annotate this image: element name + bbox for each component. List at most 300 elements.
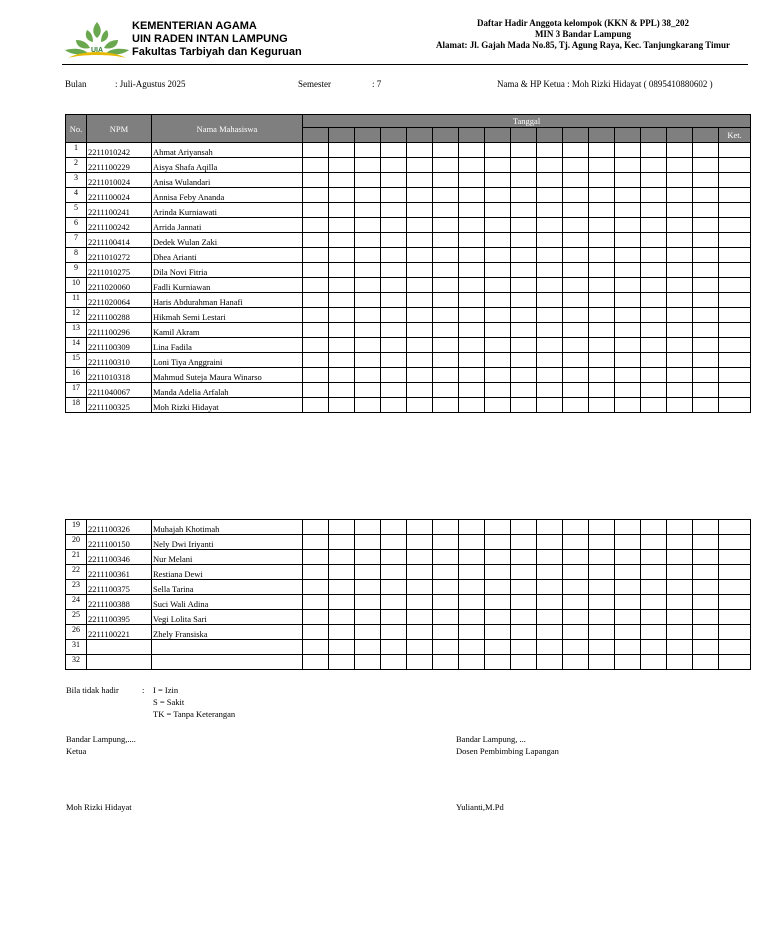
attendance-cell — [615, 550, 641, 565]
attendance-cell — [641, 188, 667, 203]
attendance-cell — [641, 625, 667, 640]
attendance-cell — [303, 368, 329, 383]
attendance-cell — [693, 535, 719, 550]
attendance-cell — [641, 580, 667, 595]
attendance-cell — [485, 203, 511, 218]
attendance-cell — [537, 368, 563, 383]
ket-cell — [719, 293, 751, 308]
attendance-cell — [381, 368, 407, 383]
row-npm: 2211100309 — [87, 338, 152, 353]
attendance-cell — [589, 398, 615, 413]
attendance-cell — [433, 535, 459, 550]
row-name: Dila Novi Fitria — [152, 263, 303, 278]
attendance-cell — [537, 173, 563, 188]
ket-cell — [719, 233, 751, 248]
attendance-cell — [511, 323, 537, 338]
attendance-cell — [667, 263, 693, 278]
document-title: Daftar Hadir Anggota kelompok (KKN & PPL) 38_202 — [477, 18, 689, 28]
row-npm: 2211100221 — [87, 625, 152, 640]
row-name: Fadli Kurniawan — [152, 278, 303, 293]
attendance-cell — [589, 203, 615, 218]
attendance-cell — [329, 655, 355, 670]
attendance-cell — [693, 308, 719, 323]
attendance-cell — [303, 218, 329, 233]
date-header-cell — [459, 128, 485, 143]
attendance-cell — [329, 595, 355, 610]
attendance-cell — [563, 308, 589, 323]
row-name: Dedek Wulan Zaki — [152, 233, 303, 248]
row-npm: 2211100150 — [87, 535, 152, 550]
attendance-cell — [693, 143, 719, 158]
attendance-cell — [537, 640, 563, 655]
attendance-cell — [641, 535, 667, 550]
attendance-cell — [667, 640, 693, 655]
attendance-cell — [355, 323, 381, 338]
attendance-cell — [537, 565, 563, 580]
table-row — [66, 353, 751, 368]
table-row — [66, 640, 751, 655]
attendance-cell — [485, 640, 511, 655]
attendance-cell — [485, 398, 511, 413]
attendance-cell — [381, 218, 407, 233]
date-header-cell — [615, 128, 641, 143]
row-npm — [87, 640, 152, 655]
attendance-cell — [589, 188, 615, 203]
table-row — [66, 398, 751, 413]
attendance-cell — [589, 550, 615, 565]
table-row — [66, 203, 751, 218]
attendance-cell — [459, 565, 485, 580]
attendance-cell — [667, 218, 693, 233]
attendance-cell — [511, 218, 537, 233]
row-npm: 2211010024 — [87, 173, 152, 188]
row-npm: 2211100346 — [87, 550, 152, 565]
attendance-cell — [537, 595, 563, 610]
row-name: Suci Wali Adina — [152, 595, 303, 610]
attendance-cell — [459, 278, 485, 293]
row-npm: 2211100288 — [87, 308, 152, 323]
logo-text: UIA — [90, 47, 104, 54]
attendance-cell — [485, 535, 511, 550]
row-name: Zhely Fransiska — [152, 625, 303, 640]
attendance-cell — [693, 248, 719, 263]
attendance-cell — [485, 610, 511, 625]
attendance-cell — [355, 368, 381, 383]
attendance-cell — [407, 278, 433, 293]
row-name: Arinda Kurniawati — [152, 203, 303, 218]
row-npm: 2211010275 — [87, 263, 152, 278]
attendance-cell — [615, 398, 641, 413]
signature-left-name: Moh Rizki Hidayat — [66, 802, 132, 812]
attendance-cell — [589, 323, 615, 338]
attendance-cell — [485, 278, 511, 293]
attendance-cell — [407, 308, 433, 323]
uin-logo-icon — [62, 20, 132, 64]
ket-cell — [719, 143, 751, 158]
attendance-cell — [485, 520, 511, 535]
attendance-cell — [407, 520, 433, 535]
attendance-cell — [381, 173, 407, 188]
row-number: 18 — [66, 398, 87, 413]
attendance-cell — [537, 535, 563, 550]
row-number: 6 — [66, 218, 87, 233]
attendance-cell — [459, 640, 485, 655]
attendance-cell — [407, 218, 433, 233]
attendance-cell — [589, 293, 615, 308]
attendance-cell — [355, 293, 381, 308]
row-number: 2 — [66, 158, 87, 173]
attendance-cell — [511, 368, 537, 383]
attendance-cell — [381, 263, 407, 278]
attendance-cell — [537, 263, 563, 278]
attendance-cell — [433, 293, 459, 308]
row-name: Kamil Akram — [152, 323, 303, 338]
attendance-cell — [537, 323, 563, 338]
row-name: Vegi Lolita Sari — [152, 610, 303, 625]
attendance-cell — [641, 278, 667, 293]
attendance-cell — [459, 308, 485, 323]
attendance-cell — [459, 353, 485, 368]
attendance-cell — [589, 565, 615, 580]
attendance-cell — [589, 158, 615, 173]
attendance-cell — [459, 398, 485, 413]
row-number: 24 — [66, 595, 87, 610]
attendance-cell — [407, 625, 433, 640]
attendance-cell — [511, 143, 537, 158]
attendance-cell — [381, 535, 407, 550]
attendance-cell — [407, 550, 433, 565]
attendance-cell — [485, 218, 511, 233]
bulan-value: : Juli-Agustus 2025 — [115, 79, 186, 89]
attendance-cell — [615, 338, 641, 353]
attendance-cell — [615, 173, 641, 188]
attendance-cell — [303, 233, 329, 248]
attendance-cell — [641, 293, 667, 308]
row-name: Nur Melani — [152, 550, 303, 565]
attendance-cell — [381, 233, 407, 248]
attendance-cell — [485, 383, 511, 398]
attendance-cell — [433, 565, 459, 580]
attendance-cell — [667, 595, 693, 610]
attendance-cell — [485, 625, 511, 640]
table-header — [66, 115, 751, 143]
attendance-cell — [303, 338, 329, 353]
attendance-cell — [693, 625, 719, 640]
attendance-cell — [667, 308, 693, 323]
ket-cell — [719, 353, 751, 368]
attendance-cell — [433, 158, 459, 173]
attendance-cell — [511, 353, 537, 368]
attendance-cell — [667, 368, 693, 383]
attendance-cell — [615, 383, 641, 398]
row-name — [152, 640, 303, 655]
attendance-cell — [485, 308, 511, 323]
attendance-cell — [459, 368, 485, 383]
attendance-cell — [511, 263, 537, 278]
row-name: Lina Fadila — [152, 338, 303, 353]
attendance-cell — [433, 278, 459, 293]
attendance-cell — [433, 203, 459, 218]
signature-right — [456, 733, 559, 757]
attendance-cell — [303, 580, 329, 595]
attendance-cell — [641, 353, 667, 368]
attendance-cell — [615, 640, 641, 655]
attendance-cell — [693, 550, 719, 565]
attendance-cell — [329, 278, 355, 293]
ket-cell — [719, 595, 751, 610]
attendance-cell — [589, 308, 615, 323]
attendance-cell — [563, 535, 589, 550]
attendance-cell — [433, 143, 459, 158]
ket-cell — [719, 308, 751, 323]
row-name: Nely Dwi Iriyanti — [152, 535, 303, 550]
attendance-cell — [433, 368, 459, 383]
attendance-cell — [511, 188, 537, 203]
attendance-cell — [433, 218, 459, 233]
attendance-cell — [563, 158, 589, 173]
attendance-cell — [563, 323, 589, 338]
attendance-cell — [355, 580, 381, 595]
attendance-cell — [303, 158, 329, 173]
attendance-cell — [537, 203, 563, 218]
attendance-cell — [641, 218, 667, 233]
ket-cell — [719, 550, 751, 565]
attendance-cell — [589, 610, 615, 625]
header-tanggal: Tanggal — [303, 115, 751, 128]
attendance-cell — [511, 248, 537, 263]
date-header-cell — [641, 128, 667, 143]
attendance-cell — [537, 580, 563, 595]
row-number: 17 — [66, 383, 87, 398]
date-header-cell — [329, 128, 355, 143]
attendance-cell — [407, 398, 433, 413]
row-name: Mahmud Suteja Maura Winarso — [152, 368, 303, 383]
attendance-cell — [537, 158, 563, 173]
attendance-cell — [563, 263, 589, 278]
attendance-cell — [407, 368, 433, 383]
ket-cell — [719, 655, 751, 670]
attendance-cell — [641, 565, 667, 580]
attendance-cell — [459, 338, 485, 353]
attendance-cell — [537, 308, 563, 323]
attendance-cell — [459, 143, 485, 158]
header-ket: Ket. — [719, 128, 751, 143]
attendance-cell — [329, 580, 355, 595]
attendance-cell — [511, 625, 537, 640]
attendance-cell — [615, 218, 641, 233]
signature-left — [66, 733, 136, 757]
attendance-cell — [459, 535, 485, 550]
attendance-cell — [407, 353, 433, 368]
attendance-cell — [381, 625, 407, 640]
attendance-cell — [303, 278, 329, 293]
attendance-cell — [485, 233, 511, 248]
attendance-cell — [329, 323, 355, 338]
attendance-cell — [537, 655, 563, 670]
attendance-cell — [641, 248, 667, 263]
row-number: 23 — [66, 580, 87, 595]
attendance-cell — [511, 398, 537, 413]
row-name: Sella Tarina — [152, 580, 303, 595]
attendance-cell — [303, 353, 329, 368]
attendance-cell — [329, 640, 355, 655]
attendance-cell — [537, 625, 563, 640]
attendance-cell — [537, 293, 563, 308]
attendance-cell — [511, 610, 537, 625]
attendance-cell — [433, 353, 459, 368]
row-number: 13 — [66, 323, 87, 338]
row-name: Anisa Wulandari — [152, 173, 303, 188]
attendance-cell — [615, 595, 641, 610]
attendance-cell — [355, 625, 381, 640]
attendance-cell — [407, 640, 433, 655]
ket-cell — [719, 203, 751, 218]
attendance-cell — [563, 565, 589, 580]
attendance-cell — [433, 173, 459, 188]
attendance-cell — [407, 188, 433, 203]
table-row — [66, 218, 751, 233]
attendance-cell — [641, 383, 667, 398]
date-header-cell — [303, 128, 329, 143]
attendance-cell — [667, 293, 693, 308]
attendance-cell — [433, 248, 459, 263]
row-number: 10 — [66, 278, 87, 293]
attendance-cell — [667, 158, 693, 173]
attendance-cell — [459, 188, 485, 203]
attendance-cell — [537, 383, 563, 398]
attendance-cell — [641, 203, 667, 218]
attendance-cell — [563, 550, 589, 565]
attendance-cell — [615, 293, 641, 308]
attendance-cell — [355, 595, 381, 610]
attendance-cell — [511, 233, 537, 248]
attendance-cell — [667, 580, 693, 595]
row-number: 26 — [66, 625, 87, 640]
attendance-cell — [355, 655, 381, 670]
attendance-cell — [537, 278, 563, 293]
attendance-cell — [589, 233, 615, 248]
row-number: 15 — [66, 353, 87, 368]
table-body — [66, 520, 751, 670]
attendance-cell — [303, 308, 329, 323]
attendance-cell — [667, 323, 693, 338]
attendance-cell — [329, 610, 355, 625]
bulan-label: Bulan — [65, 79, 87, 89]
attendance-cell — [693, 565, 719, 580]
attendance-cell — [329, 535, 355, 550]
attendance-cell — [303, 383, 329, 398]
attendance-cell — [693, 233, 719, 248]
attendance-cell — [563, 203, 589, 218]
attendance-cell — [485, 143, 511, 158]
row-number: 8 — [66, 248, 87, 263]
attendance-cell — [667, 535, 693, 550]
attendance-cell — [433, 640, 459, 655]
signature-right-role: Dosen Pembimbing Lapangan — [456, 746, 559, 756]
attendance-cell — [615, 655, 641, 670]
attendance-cell — [329, 565, 355, 580]
attendance-cell — [485, 565, 511, 580]
attendance-cell — [355, 398, 381, 413]
table-row — [66, 158, 751, 173]
attendance-cell — [641, 338, 667, 353]
attendance-cell — [641, 655, 667, 670]
attendance-cell — [381, 580, 407, 595]
attendance-cell — [329, 218, 355, 233]
attendance-cell — [563, 655, 589, 670]
row-number: 5 — [66, 203, 87, 218]
table-row — [66, 535, 751, 550]
attendance-cell — [641, 610, 667, 625]
attendance-cell — [615, 520, 641, 535]
attendance-cell — [381, 158, 407, 173]
attendance-cell — [693, 610, 719, 625]
attendance-cell — [355, 535, 381, 550]
ket-cell — [719, 535, 751, 550]
attendance-cell — [615, 158, 641, 173]
attendance-cell — [355, 308, 381, 323]
attendance-cell — [303, 143, 329, 158]
attendance-cell — [693, 580, 719, 595]
attendance-cell — [667, 550, 693, 565]
attendance-cell — [563, 610, 589, 625]
attendance-cell — [667, 520, 693, 535]
attendance-cell — [615, 535, 641, 550]
attendance-cell — [433, 323, 459, 338]
attendance-cell — [381, 338, 407, 353]
attendance-cell — [459, 293, 485, 308]
header-no: No. — [66, 115, 87, 143]
row-npm: 2211020060 — [87, 278, 152, 293]
semester-value: : 7 — [372, 79, 382, 89]
attendance-cell — [355, 565, 381, 580]
attendance-cell — [641, 143, 667, 158]
attendance-cell — [407, 143, 433, 158]
attendance-cell — [511, 580, 537, 595]
attendance-cell — [641, 233, 667, 248]
ket-cell — [719, 278, 751, 293]
attendance-cell — [641, 308, 667, 323]
attendance-cell — [667, 655, 693, 670]
attendance-cell — [329, 368, 355, 383]
attendance-cell — [615, 233, 641, 248]
attendance-cell — [407, 323, 433, 338]
table-row — [66, 233, 751, 248]
attendance-cell — [381, 640, 407, 655]
attendance-cell — [667, 565, 693, 580]
attendance-cell — [511, 158, 537, 173]
attendance-cell — [693, 368, 719, 383]
date-header-cell — [433, 128, 459, 143]
attendance-cell — [303, 263, 329, 278]
attendance-cell — [693, 655, 719, 670]
date-header-cell — [381, 128, 407, 143]
attendance-cell — [589, 278, 615, 293]
attendance-cell — [485, 173, 511, 188]
attendance-cell — [667, 353, 693, 368]
ket-cell — [719, 580, 751, 595]
attendance-cell — [667, 248, 693, 263]
attendance-cell — [381, 203, 407, 218]
table-row — [66, 565, 751, 580]
attendance-cell — [381, 188, 407, 203]
attendance-cell — [459, 655, 485, 670]
attendance-cell — [693, 640, 719, 655]
row-number: 11 — [66, 293, 87, 308]
attendance-cell — [381, 323, 407, 338]
row-npm: 2211100229 — [87, 158, 152, 173]
row-npm: 2211040067 — [87, 383, 152, 398]
